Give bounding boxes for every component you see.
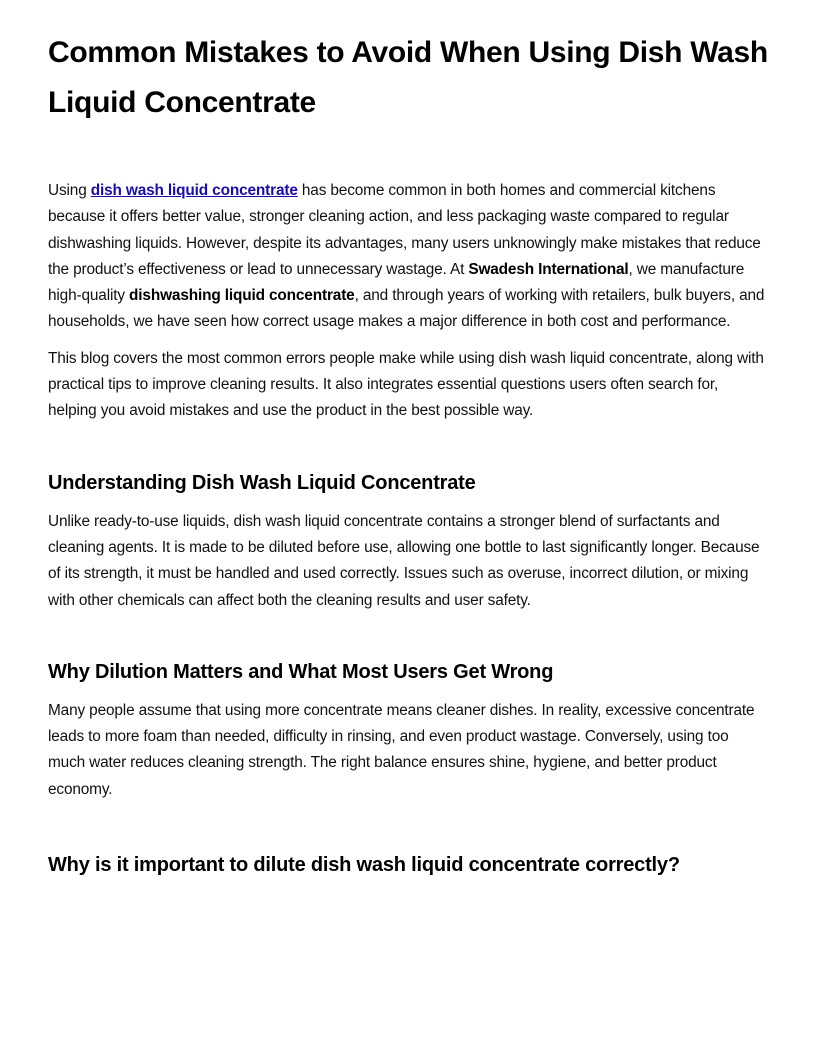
company-name: Swadesh International [468, 260, 629, 278]
intro-text-end: , and through years of working with retailers, bulk buyers, and households, we have seen how correct usage makes a major difference in both cost and performance. [48, 287, 765, 331]
page-title: Common Mistakes to Avoid When Using Dish Wash Liquid Concentrate [48, 36, 768, 119]
dilution-paragraph: Many people assume that using more concentrate means cleaner dishes. In reality, excessive concentrate leads to more foam than needed, difficulty in rinsing, and even product wastage. Conversely, using too much water reduces cleaning strength. The right balance ensures shine, hygiene, and better product economy. [48, 701, 755, 798]
dish-wash-concentrate-link[interactable]: dish wash liquid concentrate [90, 182, 298, 199]
question-heading: Why is it important to dilute dish wash liquid concentrate correctly? [48, 854, 680, 877]
understanding-paragraph: Unlike ready-to-use liquids, dish wash liquid concentrate contains a stronger blend of surfactants and cleaning agents. It is made to be diluted before use, allowing one bottle to last significantly longer. Because of its strength, it must be handled and used correctly. Issues such as overuse, incorrect dilution, or mixing with other chemicals can affect both the cleaning results and user safety. [48, 512, 760, 609]
product-name: dishwashing liquid concentrate [129, 287, 355, 305]
intro-text-using: Using [48, 182, 91, 199]
section-heading-dilution: Why Dilution Matters and What Most Users Get Wrong [48, 660, 554, 683]
intro-text-mid2: , we manufacture high-quality [48, 260, 745, 305]
intro-paragraph [48, 178, 768, 336]
section-heading-understanding: Understanding Dish Wash Liquid Concentrate [48, 471, 476, 494]
intro-text-mid: has become common in both homes and commercial kitchens because it offers better value, stronger cleaning action, and less packaging waste compared to regular dishwashing liquids. However, despite its advantages, many users unknowingly make mistakes that reduce the product’s effectiveness or lead to unnecessary wastage. At [48, 182, 761, 278]
blog-overview-paragraph: This blog covers the most common errors people make while using dish wash liquid concentrate, along with practical tips to improve cleaning results. It also integrates essential questions users often search for, helping you avoid mistakes and use the product in the best possible way. [48, 349, 764, 420]
